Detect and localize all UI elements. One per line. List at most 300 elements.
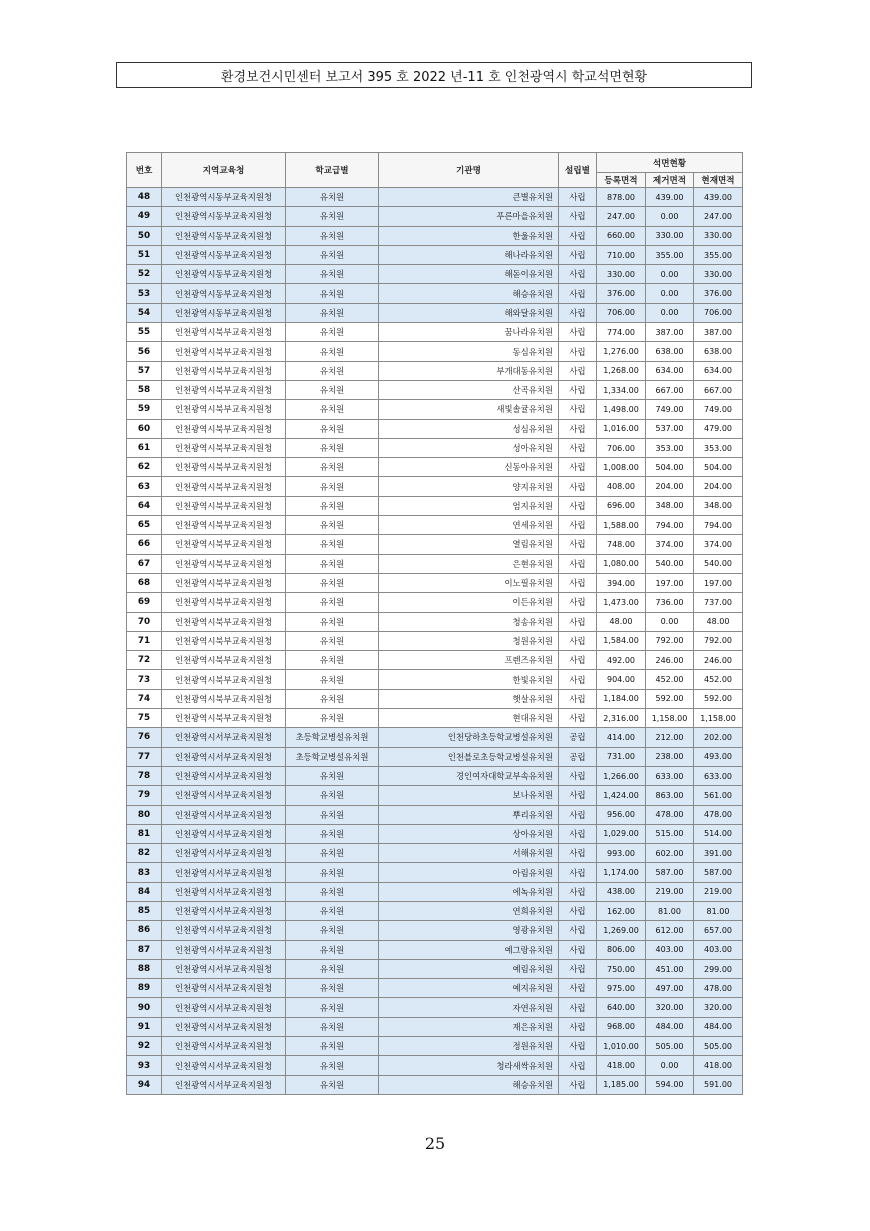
table-row bbox=[127, 188, 743, 207]
table-row bbox=[127, 1037, 743, 1056]
cell-no: 72 bbox=[127, 651, 162, 670]
cell-name: 새빛솔귤유치원 bbox=[379, 400, 559, 419]
table-row bbox=[127, 400, 743, 419]
cell-office: 인천광역시북부교육지원청 bbox=[162, 477, 286, 496]
cell-current: 299.00 bbox=[694, 959, 743, 978]
cell-office: 인천광역시북부교육지원청 bbox=[162, 342, 286, 361]
cell-no: 50 bbox=[127, 226, 162, 245]
cell-removed: 1,158.00 bbox=[646, 709, 694, 728]
cell-registered: 418.00 bbox=[597, 1056, 646, 1075]
cell-office: 인천광역시서부교육지원청 bbox=[162, 786, 286, 805]
cell-name: 인천당하초등학교병설유치원 bbox=[379, 728, 559, 747]
cell-current: 514.00 bbox=[694, 824, 743, 843]
table-row bbox=[127, 766, 743, 785]
cell-registered: 660.00 bbox=[597, 226, 646, 245]
cell-level: 유치원 bbox=[286, 631, 379, 650]
table-row bbox=[127, 419, 743, 438]
cell-office: 인천광역시북부교육지원청 bbox=[162, 651, 286, 670]
cell-level: 유치원 bbox=[286, 265, 379, 284]
table-row bbox=[127, 805, 743, 824]
cell-level: 유치원 bbox=[286, 361, 379, 380]
cell-name: 한빛유치원 bbox=[379, 670, 559, 689]
cell-name: 성심유치원 bbox=[379, 419, 559, 438]
table-row bbox=[127, 265, 743, 284]
cell-removed: 0.00 bbox=[646, 1056, 694, 1075]
cell-type: 사립 bbox=[559, 612, 597, 631]
cell-no: 92 bbox=[127, 1037, 162, 1056]
cell-registered: 1,424.00 bbox=[597, 786, 646, 805]
cell-office: 인천광역시서부교육지원청 bbox=[162, 1075, 286, 1094]
cell-registered: 1,266.00 bbox=[597, 766, 646, 785]
cell-name: 정원유치원 bbox=[379, 1037, 559, 1056]
cell-name: 뿌리유치원 bbox=[379, 805, 559, 824]
cell-name: 프렌즈유치원 bbox=[379, 651, 559, 670]
col-header-name: 기관명 bbox=[379, 153, 559, 188]
cell-name: 자연유치원 bbox=[379, 998, 559, 1017]
col-header-registered: 등록면적 bbox=[597, 173, 646, 188]
table-row bbox=[127, 689, 743, 708]
cell-name: 이노필유치원 bbox=[379, 573, 559, 592]
cell-type: 사립 bbox=[559, 323, 597, 342]
cell-no: 52 bbox=[127, 265, 162, 284]
cell-no: 65 bbox=[127, 516, 162, 535]
cell-no: 78 bbox=[127, 766, 162, 785]
table-row bbox=[127, 323, 743, 342]
cell-current: 1,158.00 bbox=[694, 709, 743, 728]
cell-level: 유치원 bbox=[286, 612, 379, 631]
cell-removed: 197.00 bbox=[646, 573, 694, 592]
cell-type: 사립 bbox=[559, 303, 597, 322]
cell-type: 사립 bbox=[559, 477, 597, 496]
table-row bbox=[127, 979, 743, 998]
cell-type: 사립 bbox=[559, 400, 597, 419]
cell-registered: 640.00 bbox=[597, 998, 646, 1017]
cell-level: 유치원 bbox=[286, 940, 379, 959]
cell-removed: 478.00 bbox=[646, 805, 694, 824]
cell-no: 85 bbox=[127, 901, 162, 920]
cell-no: 93 bbox=[127, 1056, 162, 1075]
table-row bbox=[127, 747, 743, 766]
cell-level: 유치원 bbox=[286, 1017, 379, 1036]
cell-no: 86 bbox=[127, 921, 162, 940]
table-row bbox=[127, 207, 743, 226]
table-row bbox=[127, 940, 743, 959]
cell-registered: 376.00 bbox=[597, 284, 646, 303]
col-header-current: 현재면적 bbox=[694, 173, 743, 188]
cell-office: 인천광역시북부교육지원청 bbox=[162, 593, 286, 612]
cell-registered: 1,184.00 bbox=[597, 689, 646, 708]
cell-office: 인천광역시서부교육지원청 bbox=[162, 844, 286, 863]
cell-registered: 993.00 bbox=[597, 844, 646, 863]
cell-level: 유치원 bbox=[286, 535, 379, 554]
cell-no: 89 bbox=[127, 979, 162, 998]
cell-registered: 394.00 bbox=[597, 573, 646, 592]
cell-name: 동심유치원 bbox=[379, 342, 559, 361]
cell-removed: 452.00 bbox=[646, 670, 694, 689]
cell-level: 유치원 bbox=[286, 554, 379, 573]
cell-current: 478.00 bbox=[694, 805, 743, 824]
table-row bbox=[127, 901, 743, 920]
cell-level: 유치원 bbox=[286, 380, 379, 399]
page-number: 25 bbox=[424, 1134, 446, 1153]
cell-current: 403.00 bbox=[694, 940, 743, 959]
cell-current: 505.00 bbox=[694, 1037, 743, 1056]
cell-removed: 0.00 bbox=[646, 303, 694, 322]
cell-level: 유치원 bbox=[286, 1075, 379, 1094]
cell-removed: 212.00 bbox=[646, 728, 694, 747]
table-row bbox=[127, 477, 743, 496]
cell-office: 인천광역시서부교육지원청 bbox=[162, 901, 286, 920]
cell-name: 햇살유치원 bbox=[379, 689, 559, 708]
cell-level: 유치원 bbox=[286, 689, 379, 708]
cell-registered: 414.00 bbox=[597, 728, 646, 747]
cell-registered: 1,268.00 bbox=[597, 361, 646, 380]
cell-type: 사립 bbox=[559, 844, 597, 863]
table-row bbox=[127, 438, 743, 457]
cell-current: 204.00 bbox=[694, 477, 743, 496]
cell-current: 81.00 bbox=[694, 901, 743, 920]
cell-removed: 504.00 bbox=[646, 458, 694, 477]
col-header-type: 설립별 bbox=[559, 153, 597, 188]
cell-no: 67 bbox=[127, 554, 162, 573]
cell-registered: 904.00 bbox=[597, 670, 646, 689]
cell-current: 749.00 bbox=[694, 400, 743, 419]
cell-level: 유치원 bbox=[286, 323, 379, 342]
cell-removed: 387.00 bbox=[646, 323, 694, 342]
cell-removed: 348.00 bbox=[646, 496, 694, 515]
cell-current: 320.00 bbox=[694, 998, 743, 1017]
cell-name: 예림유치원 bbox=[379, 959, 559, 978]
cell-type: 사립 bbox=[559, 554, 597, 573]
cell-registered: 968.00 bbox=[597, 1017, 646, 1036]
table-row bbox=[127, 226, 743, 245]
cell-name: 꿈나라유치원 bbox=[379, 323, 559, 342]
cell-office: 인천광역시북부교육지원청 bbox=[162, 323, 286, 342]
cell-no: 88 bbox=[127, 959, 162, 978]
cell-removed: 515.00 bbox=[646, 824, 694, 843]
cell-office: 인천광역시동부교육지원청 bbox=[162, 303, 286, 322]
cell-removed: 792.00 bbox=[646, 631, 694, 650]
cell-registered: 878.00 bbox=[597, 188, 646, 207]
cell-type: 사립 bbox=[559, 670, 597, 689]
cell-office: 인천광역시서부교육지원청 bbox=[162, 766, 286, 785]
cell-type: 사립 bbox=[559, 786, 597, 805]
cell-current: 197.00 bbox=[694, 573, 743, 592]
cell-registered: 696.00 bbox=[597, 496, 646, 515]
cell-level: 유치원 bbox=[286, 245, 379, 264]
cell-no: 58 bbox=[127, 380, 162, 399]
table-row bbox=[127, 612, 743, 631]
cell-type: 사립 bbox=[559, 207, 597, 226]
cell-level: 유치원 bbox=[286, 303, 379, 322]
table-row bbox=[127, 361, 743, 380]
cell-no: 73 bbox=[127, 670, 162, 689]
col-header-level: 학교급별 bbox=[286, 153, 379, 188]
cell-level: 유치원 bbox=[286, 979, 379, 998]
cell-removed: 594.00 bbox=[646, 1075, 694, 1094]
cell-registered: 1,269.00 bbox=[597, 921, 646, 940]
table-row bbox=[127, 342, 743, 361]
cell-no: 90 bbox=[127, 998, 162, 1017]
cell-no: 63 bbox=[127, 477, 162, 496]
table-header bbox=[127, 153, 743, 188]
cell-level: 유치원 bbox=[286, 342, 379, 361]
cell-type: 사립 bbox=[559, 921, 597, 940]
cell-registered: 330.00 bbox=[597, 265, 646, 284]
cell-name: 경인여자대학교부속유치원 bbox=[379, 766, 559, 785]
cell-type: 사립 bbox=[559, 496, 597, 515]
cell-removed: 633.00 bbox=[646, 766, 694, 785]
table-row bbox=[127, 959, 743, 978]
cell-no: 94 bbox=[127, 1075, 162, 1094]
cell-current: 794.00 bbox=[694, 516, 743, 535]
cell-office: 인천광역시서부교육지원청 bbox=[162, 728, 286, 747]
cell-removed: 794.00 bbox=[646, 516, 694, 535]
cell-name: 한울유치원 bbox=[379, 226, 559, 245]
cell-name: 연세유치원 bbox=[379, 516, 559, 535]
cell-level: 유치원 bbox=[286, 207, 379, 226]
table-row bbox=[127, 245, 743, 264]
cell-name: 보나유치원 bbox=[379, 786, 559, 805]
cell-no: 51 bbox=[127, 245, 162, 264]
cell-name: 아림유치원 bbox=[379, 863, 559, 882]
cell-name: 예지유치원 bbox=[379, 979, 559, 998]
cell-office: 인천광역시동부교육지원청 bbox=[162, 265, 286, 284]
cell-registered: 706.00 bbox=[597, 303, 646, 322]
table-row bbox=[127, 844, 743, 863]
cell-office: 인천광역시서부교육지원청 bbox=[162, 824, 286, 843]
cell-level: 유치원 bbox=[286, 805, 379, 824]
cell-office: 인천광역시북부교육지원청 bbox=[162, 670, 286, 689]
cell-office: 인천광역시북부교육지원청 bbox=[162, 689, 286, 708]
cell-name: 영광유치원 bbox=[379, 921, 559, 940]
cell-removed: 238.00 bbox=[646, 747, 694, 766]
cell-office: 인천광역시서부교육지원청 bbox=[162, 1056, 286, 1075]
cell-office: 인천광역시서부교육지원청 bbox=[162, 863, 286, 882]
cell-registered: 956.00 bbox=[597, 805, 646, 824]
cell-level: 유치원 bbox=[286, 766, 379, 785]
cell-current: 657.00 bbox=[694, 921, 743, 940]
cell-removed: 736.00 bbox=[646, 593, 694, 612]
cell-no: 87 bbox=[127, 940, 162, 959]
cell-type: 사립 bbox=[559, 593, 597, 612]
cell-removed: 330.00 bbox=[646, 226, 694, 245]
cell-type: 사립 bbox=[559, 1017, 597, 1036]
cell-removed: 320.00 bbox=[646, 998, 694, 1017]
cell-registered: 1,016.00 bbox=[597, 419, 646, 438]
cell-current: 374.00 bbox=[694, 535, 743, 554]
cell-current: 479.00 bbox=[694, 419, 743, 438]
cell-type: 사립 bbox=[559, 901, 597, 920]
cell-type: 사립 bbox=[559, 284, 597, 303]
cell-removed: 403.00 bbox=[646, 940, 694, 959]
cell-removed: 497.00 bbox=[646, 979, 694, 998]
cell-name: 현대유치원 bbox=[379, 709, 559, 728]
cell-current: 706.00 bbox=[694, 303, 743, 322]
cell-office: 인천광역시서부교육지원청 bbox=[162, 805, 286, 824]
cell-no: 60 bbox=[127, 419, 162, 438]
cell-level: 유치원 bbox=[286, 1037, 379, 1056]
table-row bbox=[127, 863, 743, 882]
cell-level: 유치원 bbox=[286, 284, 379, 303]
cell-no: 48 bbox=[127, 188, 162, 207]
cell-no: 76 bbox=[127, 728, 162, 747]
cell-current: 592.00 bbox=[694, 689, 743, 708]
cell-removed: 204.00 bbox=[646, 477, 694, 496]
cell-removed: 587.00 bbox=[646, 863, 694, 882]
cell-current: 484.00 bbox=[694, 1017, 743, 1036]
table-row bbox=[127, 631, 743, 650]
cell-level: 유치원 bbox=[286, 651, 379, 670]
cell-removed: 749.00 bbox=[646, 400, 694, 419]
cell-removed: 355.00 bbox=[646, 245, 694, 264]
cell-registered: 806.00 bbox=[597, 940, 646, 959]
cell-name: 재은유치원 bbox=[379, 1017, 559, 1036]
cell-no: 66 bbox=[127, 535, 162, 554]
cell-registered: 1,029.00 bbox=[597, 824, 646, 843]
cell-registered: 1,010.00 bbox=[597, 1037, 646, 1056]
cell-name: 신동아유치원 bbox=[379, 458, 559, 477]
cell-office: 인천광역시서부교육지원청 bbox=[162, 959, 286, 978]
cell-no: 77 bbox=[127, 747, 162, 766]
cell-office: 인천광역시북부교육지원청 bbox=[162, 419, 286, 438]
cell-current: 452.00 bbox=[694, 670, 743, 689]
cell-office: 인천광역시북부교육지원청 bbox=[162, 516, 286, 535]
cell-name: 상아유치원 bbox=[379, 824, 559, 843]
cell-level: 유치원 bbox=[286, 477, 379, 496]
table-row bbox=[127, 1075, 743, 1094]
cell-level: 유치원 bbox=[286, 844, 379, 863]
cell-no: 79 bbox=[127, 786, 162, 805]
col-header-office: 지역교육청 bbox=[162, 153, 286, 188]
cell-level: 유치원 bbox=[286, 516, 379, 535]
cell-name: 부개대동유치원 bbox=[379, 361, 559, 380]
cell-no: 75 bbox=[127, 709, 162, 728]
cell-no: 80 bbox=[127, 805, 162, 824]
cell-name: 해나라유치원 bbox=[379, 245, 559, 264]
cell-current: 587.00 bbox=[694, 863, 743, 882]
cell-level: 유치원 bbox=[286, 901, 379, 920]
cell-type: 공립 bbox=[559, 728, 597, 747]
cell-current: 638.00 bbox=[694, 342, 743, 361]
cell-name: 청원유치원 bbox=[379, 631, 559, 650]
cell-level: 유치원 bbox=[286, 959, 379, 978]
cell-no: 83 bbox=[127, 863, 162, 882]
cell-no: 81 bbox=[127, 824, 162, 843]
table-row bbox=[127, 554, 743, 573]
cell-office: 인천광역시북부교육지원청 bbox=[162, 709, 286, 728]
cell-name: 열림유치원 bbox=[379, 535, 559, 554]
cell-registered: 247.00 bbox=[597, 207, 646, 226]
cell-name: 청라새싹유치원 bbox=[379, 1056, 559, 1075]
cell-name: 엄지유치원 bbox=[379, 496, 559, 515]
table-row bbox=[127, 496, 743, 515]
cell-type: 사립 bbox=[559, 979, 597, 998]
cell-current: 330.00 bbox=[694, 265, 743, 284]
cell-level: 유치원 bbox=[286, 438, 379, 457]
cell-name: 서해유치원 bbox=[379, 844, 559, 863]
table-row bbox=[127, 670, 743, 689]
cell-no: 53 bbox=[127, 284, 162, 303]
cell-level: 유치원 bbox=[286, 188, 379, 207]
cell-current: 376.00 bbox=[694, 284, 743, 303]
cell-name: 은현유치원 bbox=[379, 554, 559, 573]
cell-removed: 505.00 bbox=[646, 1037, 694, 1056]
cell-office: 인천광역시동부교육지원청 bbox=[162, 188, 286, 207]
cell-office: 인천광역시서부교육지원청 bbox=[162, 1017, 286, 1036]
cell-name: 예그랑유치원 bbox=[379, 940, 559, 959]
cell-removed: 592.00 bbox=[646, 689, 694, 708]
report-title: 환경보건시민센터 보고서 395 호 2022 년-11 호 인천광역시 학교석면현황 bbox=[220, 69, 648, 85]
cell-current: 246.00 bbox=[694, 651, 743, 670]
cell-type: 사립 bbox=[559, 631, 597, 650]
cell-office: 인천광역시서부교육지원청 bbox=[162, 882, 286, 901]
cell-name: 성아유치원 bbox=[379, 438, 559, 457]
cell-no: 82 bbox=[127, 844, 162, 863]
cell-current: 348.00 bbox=[694, 496, 743, 515]
cell-type: 사립 bbox=[559, 342, 597, 361]
cell-type: 사립 bbox=[559, 573, 597, 592]
cell-registered: 774.00 bbox=[597, 323, 646, 342]
cell-type: 사립 bbox=[559, 188, 597, 207]
col-header-group: 석면현황 bbox=[597, 153, 743, 173]
cell-removed: 638.00 bbox=[646, 342, 694, 361]
cell-office: 인천광역시서부교육지원청 bbox=[162, 979, 286, 998]
cell-name: 해승유치원 bbox=[379, 1075, 559, 1094]
cell-current: 561.00 bbox=[694, 786, 743, 805]
cell-level: 유치원 bbox=[286, 824, 379, 843]
cell-type: 사립 bbox=[559, 1056, 597, 1075]
cell-registered: 1,473.00 bbox=[597, 593, 646, 612]
table-row bbox=[127, 573, 743, 592]
cell-no: 69 bbox=[127, 593, 162, 612]
cell-office: 인천광역시동부교육지원청 bbox=[162, 284, 286, 303]
cell-current: 667.00 bbox=[694, 380, 743, 399]
cell-level: 유치원 bbox=[286, 998, 379, 1017]
cell-name: 이든유치원 bbox=[379, 593, 559, 612]
cell-no: 71 bbox=[127, 631, 162, 650]
cell-type: 사립 bbox=[559, 863, 597, 882]
table-body bbox=[127, 188, 743, 1095]
cell-current: 353.00 bbox=[694, 438, 743, 457]
cell-no: 54 bbox=[127, 303, 162, 322]
cell-type: 사립 bbox=[559, 998, 597, 1017]
cell-type: 사립 bbox=[559, 516, 597, 535]
cell-name: 푸른마을유치원 bbox=[379, 207, 559, 226]
table-row bbox=[127, 824, 743, 843]
cell-registered: 1,276.00 bbox=[597, 342, 646, 361]
cell-registered: 408.00 bbox=[597, 477, 646, 496]
cell-office: 인천광역시북부교육지원청 bbox=[162, 400, 286, 419]
table-row bbox=[127, 728, 743, 747]
cell-no: 91 bbox=[127, 1017, 162, 1036]
cell-office: 인천광역시북부교육지원청 bbox=[162, 535, 286, 554]
cell-current: 439.00 bbox=[694, 188, 743, 207]
cell-current: 792.00 bbox=[694, 631, 743, 650]
cell-type: 사립 bbox=[559, 959, 597, 978]
cell-current: 633.00 bbox=[694, 766, 743, 785]
cell-type: 사립 bbox=[559, 709, 597, 728]
cell-removed: 537.00 bbox=[646, 419, 694, 438]
cell-current: 493.00 bbox=[694, 747, 743, 766]
cell-registered: 438.00 bbox=[597, 882, 646, 901]
table-row bbox=[127, 303, 743, 322]
cell-level: 유치원 bbox=[286, 400, 379, 419]
cell-level: 유치원 bbox=[286, 496, 379, 515]
cell-type: 사립 bbox=[559, 824, 597, 843]
cell-type: 공립 bbox=[559, 747, 597, 766]
cell-name: 해와달유치원 bbox=[379, 303, 559, 322]
